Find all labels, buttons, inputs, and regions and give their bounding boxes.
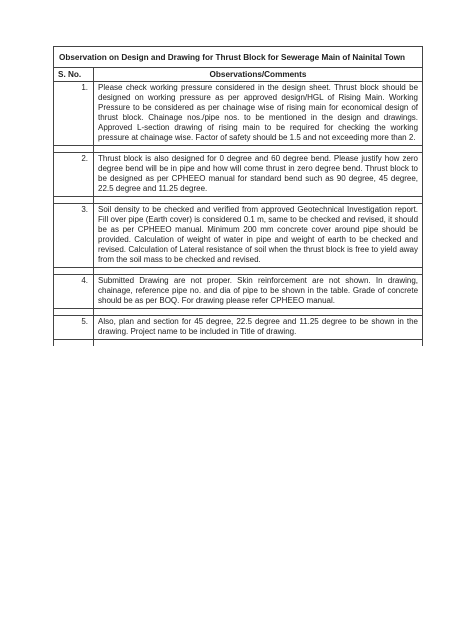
table-row [54, 81, 423, 145]
observations-header: Observations/Comments [94, 67, 423, 81]
spacer-cell [94, 267, 423, 274]
table-row [54, 315, 423, 339]
row-number: 3. [54, 203, 94, 267]
spacer-cell [54, 196, 94, 203]
table-row [54, 152, 423, 196]
sno-header: S. No. [54, 67, 94, 81]
row-spacer [54, 145, 423, 152]
row-number: 1. [54, 81, 94, 145]
row-spacer [54, 339, 423, 346]
spacer-cell [54, 339, 94, 346]
row-number: 4. [54, 274, 94, 308]
spacer-cell [54, 267, 94, 274]
spacer-cell [94, 339, 423, 346]
table-row [54, 274, 423, 308]
observations-table [53, 46, 423, 346]
spacer-cell [94, 145, 423, 152]
title-row [54, 47, 423, 68]
row-spacer [54, 196, 423, 203]
header-row [54, 67, 423, 81]
row-observation: Soil density to be checked and verified from approved Geotechnical Investigation report. Fill over pipe (Earth cover) is considered 0.1 m, same to be checked and revised, it should be as per CPHEEO manual. Minimum 200 mm concrete cover around pipe should be provided. Calculation of weight of water in pipe and weight of earth to be checked and revised. Calculation of Lateral resistance of soil when the thrust block is free to yield away from the soil mass to be checked and revised. [94, 203, 423, 267]
row-observation: Submitted Drawing are not proper. Skin reinforcement are not shown. In drawing, chainage, reference pipe no. and dia of pipe to be shown in the table. Grade of concrete should be as per BOQ. For drawing please refer CPHEEO manual. [94, 274, 423, 308]
row-spacer [54, 308, 423, 315]
table-row [54, 203, 423, 267]
row-observation: Also, plan and section for 45 degree, 22.5 degree and 11.25 degree to be shown in the drawing. Project name to be included in Title of drawing. [94, 315, 423, 339]
row-observation: Thrust block is also designed for 0 degree and 60 degree bend. Please justify how zero degree bend will be in pipe and how will come thrust in zero degree bend. Thrust block to be designed as per CPHEEO manual for standard bend such as 90 degree, 45 degree, 22.5 degree and 11.25 degree. [94, 152, 423, 196]
row-number: 2. [54, 152, 94, 196]
row-number: 5. [54, 315, 94, 339]
row-observation: Please check working pressure considered in the design sheet. Thrust block should be designed on working pressure as per approved design/HGL of Rising Main. Working Pressure to be considered as per chainage wise of rising main for economical design of thrust block. Chainage nos./pipe nos. to be mentioned in the design and drawings. Approved L-section drawing of rising main to be required for checking the working pressure at chainage wise. Factor of safety should be 1.5 and not exceeding more than 2. [94, 81, 423, 145]
spacer-cell [54, 145, 94, 152]
row-spacer [54, 267, 423, 274]
document-title: Observation on Design and Drawing for Thrust Block for Sewerage Main of Nainital Town [54, 47, 423, 68]
spacer-cell [54, 308, 94, 315]
spacer-cell [94, 196, 423, 203]
spacer-cell [94, 308, 423, 315]
